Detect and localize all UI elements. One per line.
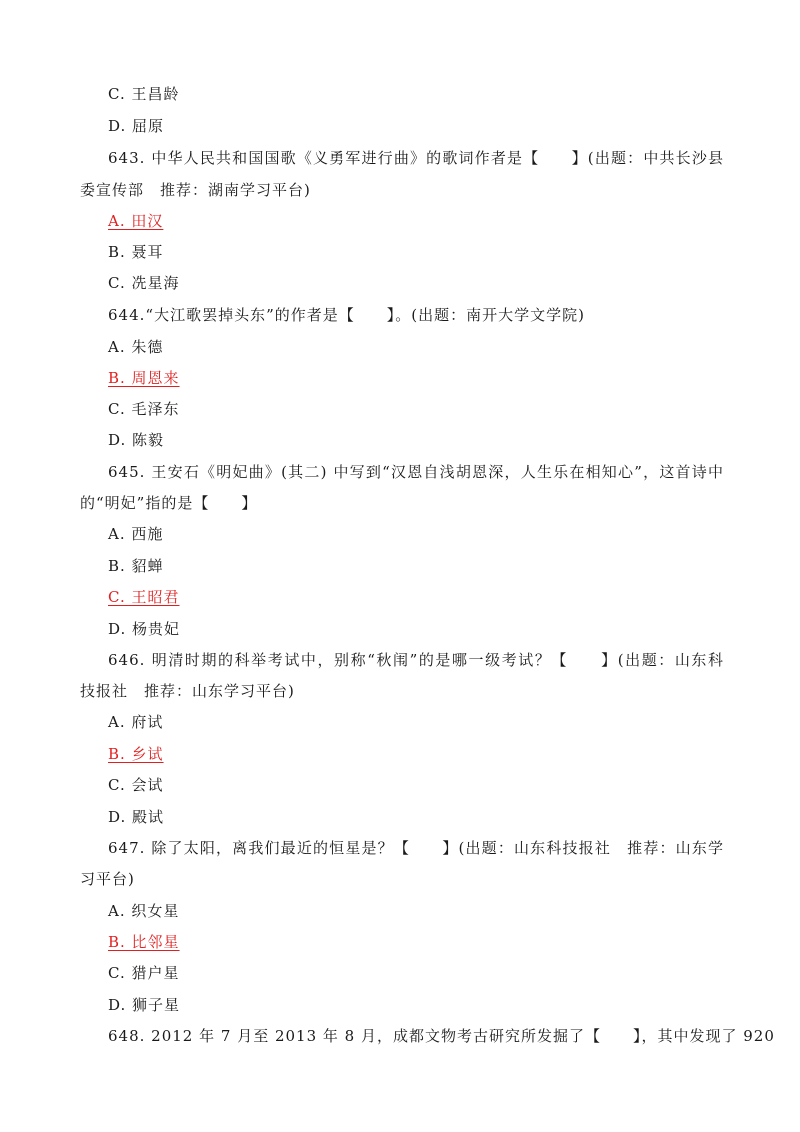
- option-text: D. 陈毅: [108, 431, 165, 449]
- option-text: C. 毛泽东: [108, 400, 180, 418]
- option-text: D. 屈原: [108, 117, 165, 135]
- option-text: C. 王昌龄: [108, 85, 180, 103]
- correct-answer-option: B. 周恩来: [108, 369, 180, 387]
- option-text: A. 织女星: [108, 902, 180, 920]
- question-643-continued: 委宣传部 推荐：湖南学习平台): [80, 181, 311, 199]
- question-646-continued: 技报社 推荐：山东学习平台): [80, 682, 295, 700]
- option-text: D. 杨贵妃: [108, 620, 181, 638]
- option-text: B. 聂耳: [108, 243, 164, 261]
- option-text: B. 貂蝉: [108, 557, 164, 575]
- question-647-continued: 习平台): [80, 870, 135, 888]
- option-text: D. 殿试: [108, 808, 165, 826]
- correct-answer-option: B. 乡试: [108, 745, 164, 763]
- question-645: 645. 王安石《明妃曲》(其二) 中写到“汉恩自浅胡恩深，人生乐在相知心”，这首诗中: [108, 463, 724, 481]
- correct-answer-option: A. 田汉: [108, 212, 164, 230]
- option-text: C. 猎户星: [108, 964, 180, 982]
- question-646: 646. 明清时期的科举考试中，别称“秋闱”的是哪一级考试？【 】(出题：山东科: [108, 651, 724, 669]
- option-text: A. 府试: [108, 713, 164, 731]
- question-645-continued: 的“明妃”指的是【 】: [80, 494, 258, 512]
- correct-answer-option: C. 王昭君: [108, 588, 180, 606]
- option-text: A. 朱德: [108, 338, 164, 356]
- question-647: 647. 除了太阳，离我们最近的恒星是？【 】(出题：山东科技报社 推荐：山东学: [108, 839, 724, 857]
- question-643: 643. 中华人民共和国国歌《义勇军进行曲》的歌词作者是【 】(出题：中共长沙县: [108, 149, 724, 167]
- question-648: 648. 2012 年 7 月至 2013 年 8 月，成都文物考古研究所发掘了【 】，其中发现了 920: [108, 1027, 775, 1045]
- option-text: D. 狮子星: [108, 996, 181, 1014]
- option-text: A. 西施: [108, 525, 164, 543]
- option-text: C. 会试: [108, 776, 164, 794]
- correct-answer-option: B. 比邻星: [108, 933, 180, 951]
- option-text: C. 冼星海: [108, 274, 180, 292]
- question-644: 644.“大江歌罢掉头东”的作者是【 】。(出题：南开大学文学院): [108, 306, 585, 324]
